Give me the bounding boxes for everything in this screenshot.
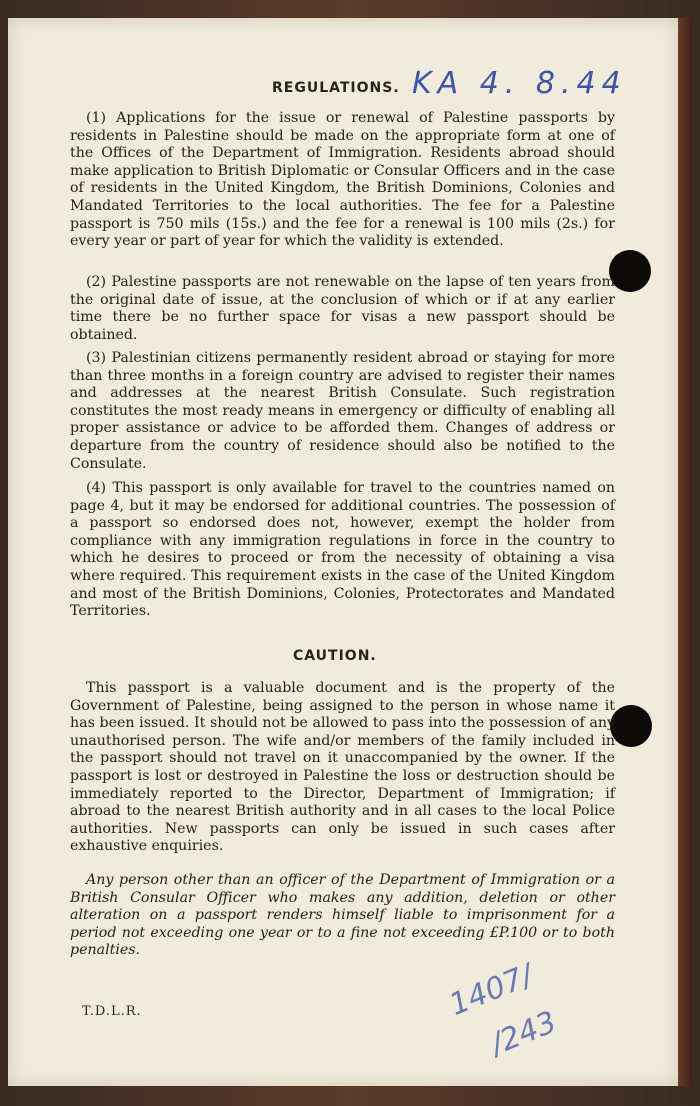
regulations-heading: REGULATIONS. xyxy=(272,80,400,96)
handwritten-number-2: /243 xyxy=(485,1004,562,1063)
leather-binding-edge xyxy=(678,18,692,1086)
regulation-4: (4) This passport is only available for travel to the countries named on page 4, but it may be endorsed for additional countries. The possession of a passport so endorsed does not, however, exempt the holder from compliance with any immigration regulations in force in the country to which he desires to proceed or from the necessity of obtaining a visa where required. This requirement exists in the case of the United Kingdom and most of the British Dominions, Colonies, Protectorates and Mandated Territories. xyxy=(70,480,615,620)
regulation-1: (1) Applications for the issue or renewal of Palestine passports by residents in Palestine should be made on the appropriate form at one of the Offices of the Department of Immigration. Residents abroad should make application to British Diplomatic or Consular Officers and in the case of residents in the United Kingdom, the British Dominions, Colonies and Mandated Territories to the local authorities. The fee for a Palestine passport is 750 mils (15s.) and the fee for a renewal is 100 mils (2s.) for every year or part of year for which the validity is extended. xyxy=(70,110,615,250)
handwritten-number-1: 1407/ xyxy=(444,958,538,1023)
regulation-3: (3) Palestinian citizens permanently resident abroad or staying for more than three months in a foreign country are advised to register their names and addresses at the nearest British Consulate. Such registration constitutes the most ready means in emergency or difficulty of enabling all proper assistance or advice to be afforded them. Changes of address or departure from the country of residence should also be notified to the Consulate. xyxy=(70,350,615,472)
document-page xyxy=(8,18,678,1086)
punch-hole-bottom xyxy=(610,705,652,747)
regulation-2: (2) Palestine passports are not renewable on the lapse of ten years from the original date of issue, at the conclusion of which or if at any earlier time there be no further space for visas a new passport should be obtained. xyxy=(70,274,615,343)
handwritten-reference-top: KA 4. 8.44 xyxy=(412,66,627,101)
caution-heading: CAUTION. xyxy=(293,648,377,664)
caution-warning: Any person other than an officer of the Department of Immigration or a British Consular Officer who makes any addition, deletion or other alteration on a passport renders himself liable to imprisonment for a period not exceeding one year or to a fine not exceeding £P.100 or to both penalties. xyxy=(70,872,615,959)
caution-body: This passport is a valuable document and is the property of the Government of Palestine, being assigned to the person in whose name it has been issued. It should not be allowed to pass into the possession of any unauthorised person. The wife and/or members of the family included in the passport should not travel on it unaccompanied by the owner. If the passport is lost or destroyed in Palestine the loss or destruction should be immediately reported to the Director, Department of Immigration; if abroad to the nearest British authority and in all cases to the local Police authorities. New passports can only be issued in such cases after exhaustive enquiries. xyxy=(70,680,615,855)
punch-hole-top xyxy=(609,250,651,292)
printer-code: T.D.L.R. xyxy=(82,1004,142,1019)
